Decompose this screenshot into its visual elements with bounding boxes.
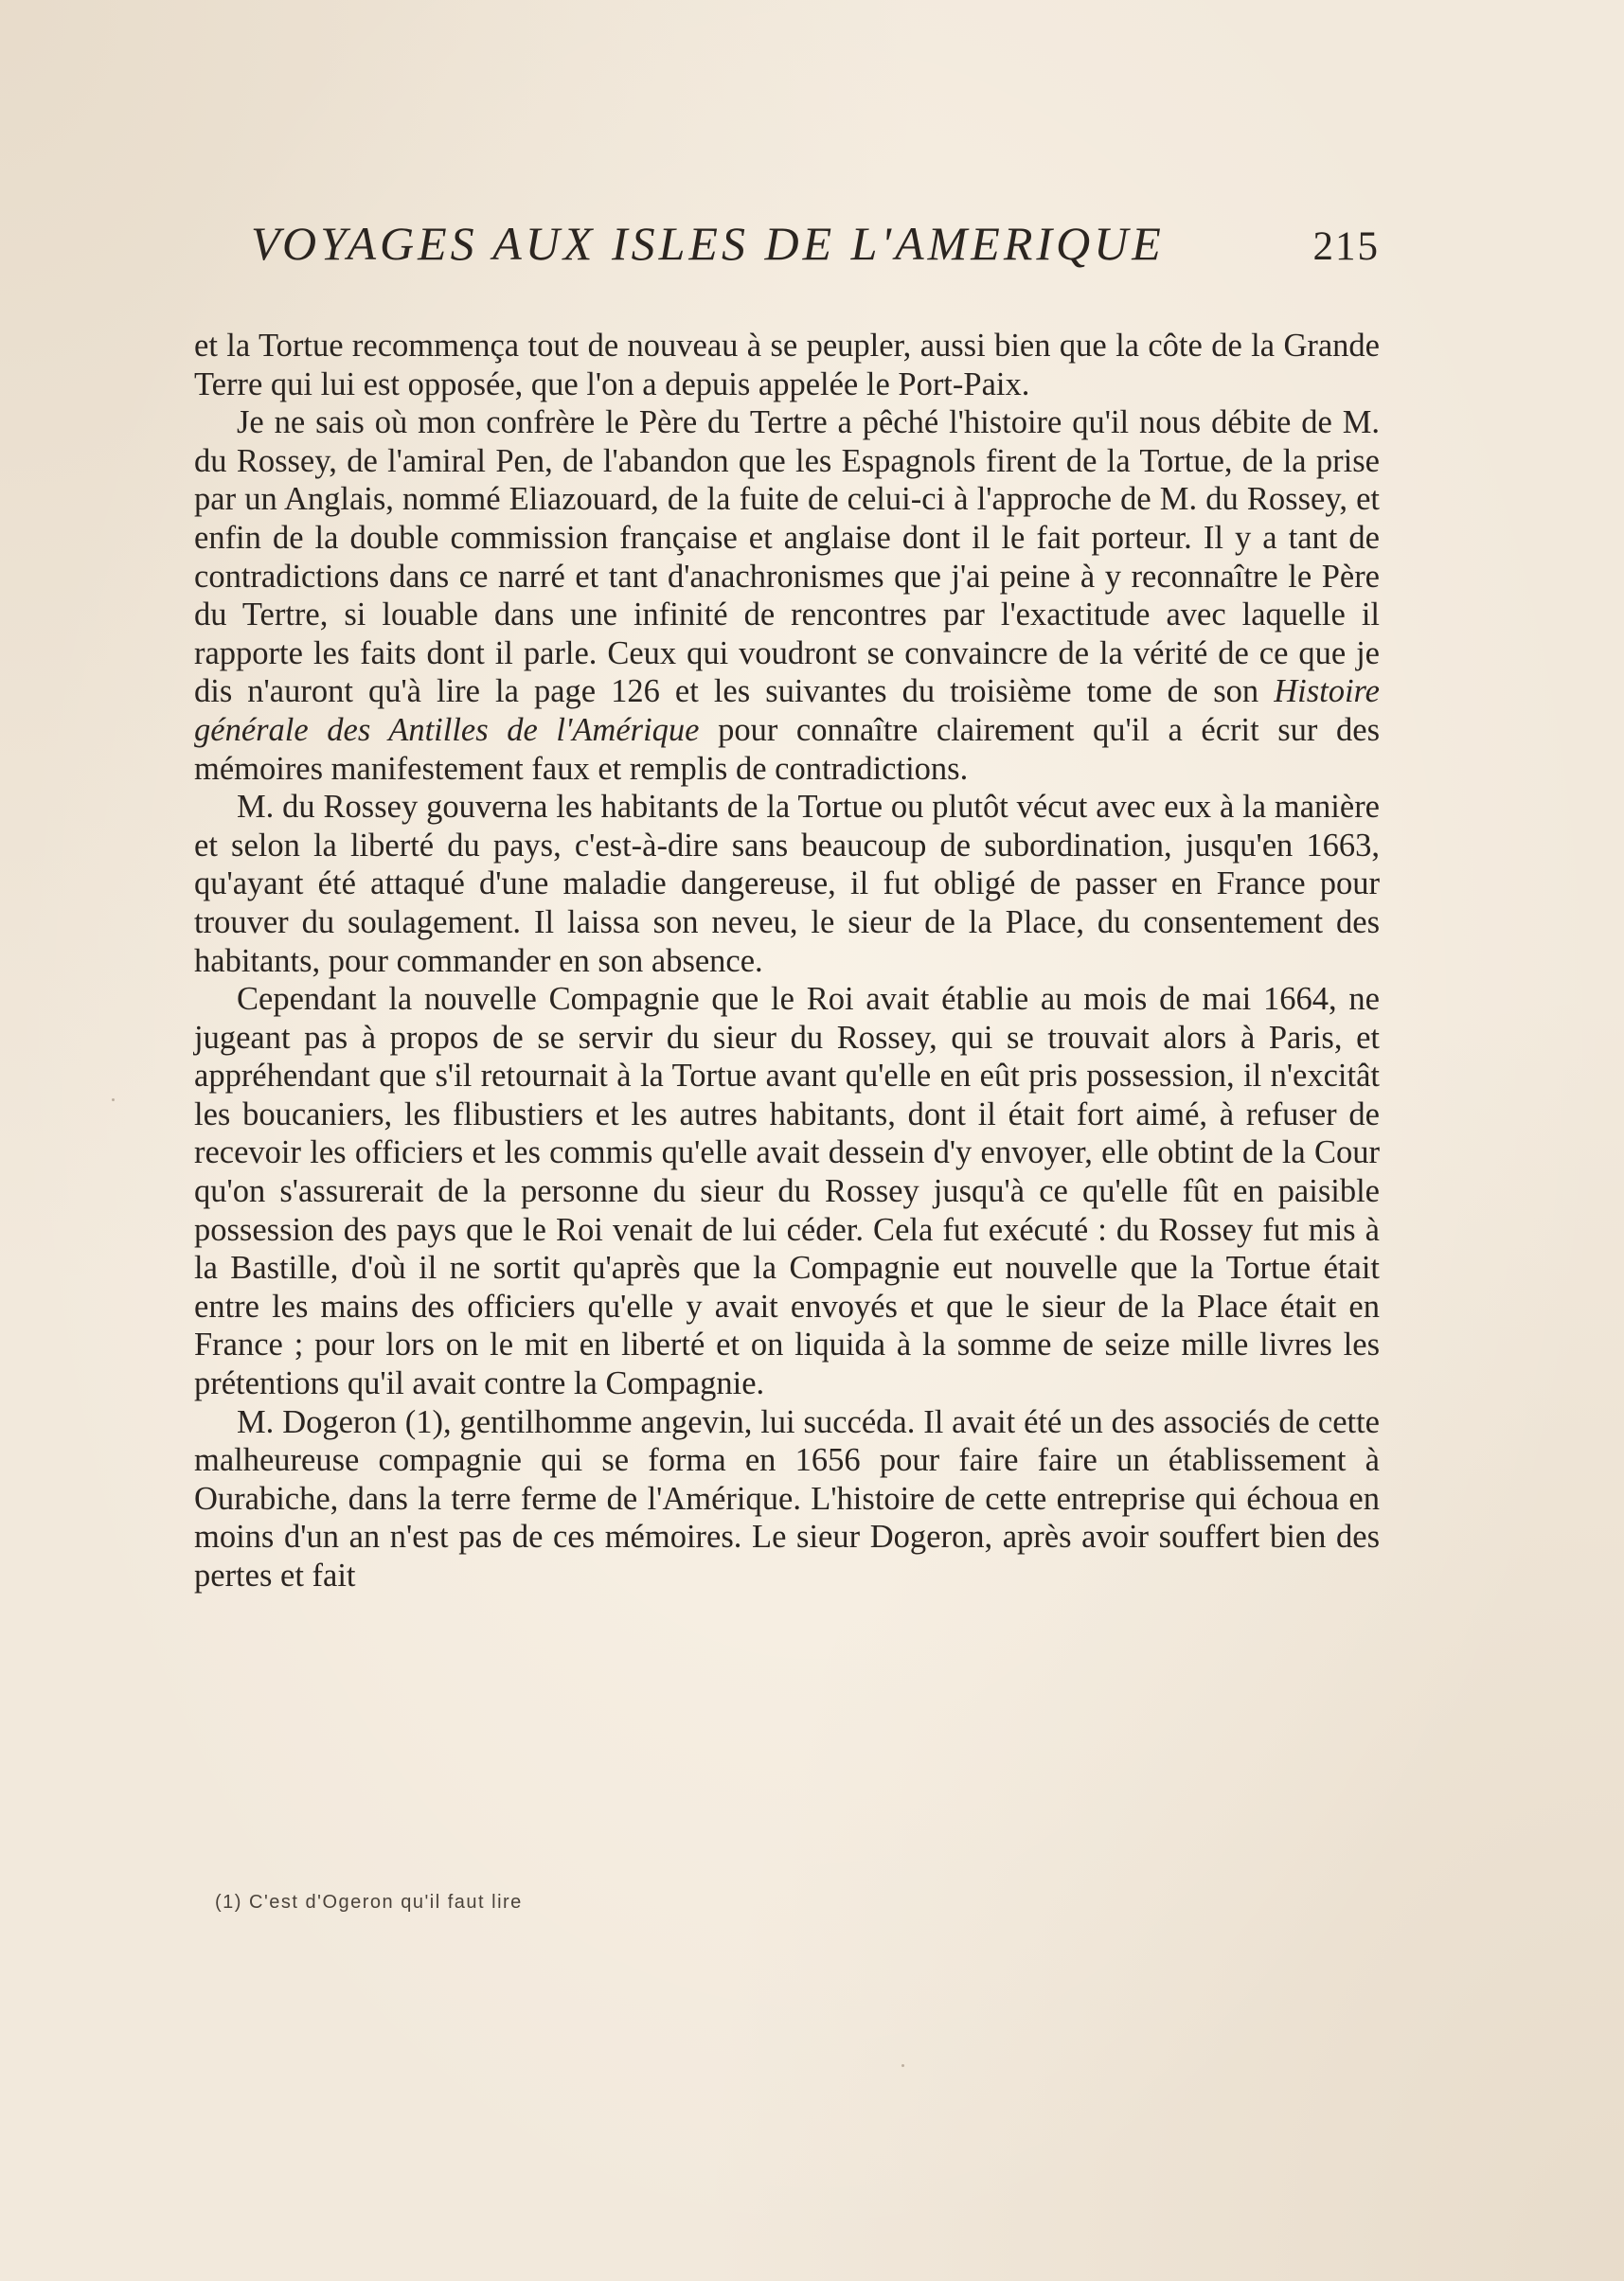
paper-speck <box>1345 720 1347 722</box>
paragraph-2 <box>194 403 1380 788</box>
running-title: VOYAGES AUX ISLES DE L'AMERIQUE <box>251 217 1165 270</box>
paper-speck <box>901 2064 904 2067</box>
paragraph-3: M. du Rossey gouverna les habitants de la Tortue ou plutôt vécut avec eux à la manière et selon la liberté du pays, c'est-à-dire sans beaucoup de subordination, jusqu'en 1663, qu'ayant été attaqué d'une maladie dangereuse, il fut obligé de passer en France pour trouver du soulagement. Il laissa son neveu, le sieur de la Place, du consentement des habitants, pour commander en son absence. <box>194 789 1380 979</box>
paragraph-4: Cependant la nouvelle Compagnie que le Roi avait établie au mois de mai 1664, ne jugeant pas à propos de se servir du sieur du Rossey, qui se trouvait alors à Paris, et appréhendant que s'il retournait à la Tortue avant qu'elle en eût pris possession, il n'excitât les boucaniers, les flibustiers et les autres habitants, dont il était fort aimé, à refuser de recevoir les officiers et les commis qu'elle avait dessein d'y envoyer, elle obtint de la Cour qu'on s'assurerait de la personne du sieur du Rossey jusqu'à ce qu'elle fût en paisible possession des pays que le Roi venait de lui céder. Cela fut exécuté : du Rossey fut mis à la Bastille, d'où il ne sortit qu'après que la Compagnie eut nouvelle que la Tortue était entre les mains des officiers qu'elle y avait envoyés et que le sieur de la Place était en France ; pour lors on le mit en liberté et on liquida à la somme de seize mille livres les prétentions qu'il avait contre la Compagnie. <box>194 981 1380 1402</box>
paragraph-2-end: pour connaître clairement qu'il a écrit sur des mémoires manifestement faux et remplis de contradictions. <box>194 711 1381 787</box>
body-text <box>194 327 1380 1595</box>
paragraph-1: et la Tortue recommença tout de nouveau à se peupler, aussi bien que la côte de la Grande Terre qui lui est opposée, que l'on a depuis appelée le Port-Paix. <box>194 328 1380 402</box>
footnote: (1) C'est d'Ogeron qu'il faut lire <box>215 1892 523 1913</box>
paper-speck <box>112 1098 115 1101</box>
paragraph-2-text: Je ne sais où mon confrère le Père du Tertre a pêché l'histoire qu'il nous débite de M. du Rossey, de l'amiral Pen, de l'abandon que les Espagnols firent de la Tortue, de la prise par un Anglais, nommé Eliazouard, de la fuite de celui-ci à l'approche de M. du Rossey, et enfin de la double commission française et anglaise dont il le fait porteur. Il y a tant de contradictions dans ce narré et tant d'anachronismes que j'ai peine à y reconnaître le Père du Tertre, si louable dans une infinité de rencontres par l'exactitude avec laquelle il rapporte les faits dont il parle. Ceux qui voudront se convaincre de la vérité de ce que je dis n'auront qu'à lire la page 126 et les suivantes du troisième tome de son <box>194 404 1380 710</box>
page-number: 215 <box>1312 224 1380 269</box>
paragraph-5: M. Dogeron (1), gentilhomme angevin, lui succéda. Il avait été un des associés de cette malheureuse compagnie qui se forma en 1656 pour faire faire un établissement à Ourabiche, dans la terre ferme de l'Amérique. L'histoire de cette entreprise qui échoua en moins d'un an n'est pas de ces mémoires. Le sieur Dogeron, après avoir souffert bien des pertes et fait <box>194 1403 1380 1594</box>
book-title: Histoire générale des Antilles de l'Amérique <box>194 673 1380 748</box>
running-head <box>251 216 1380 282</box>
